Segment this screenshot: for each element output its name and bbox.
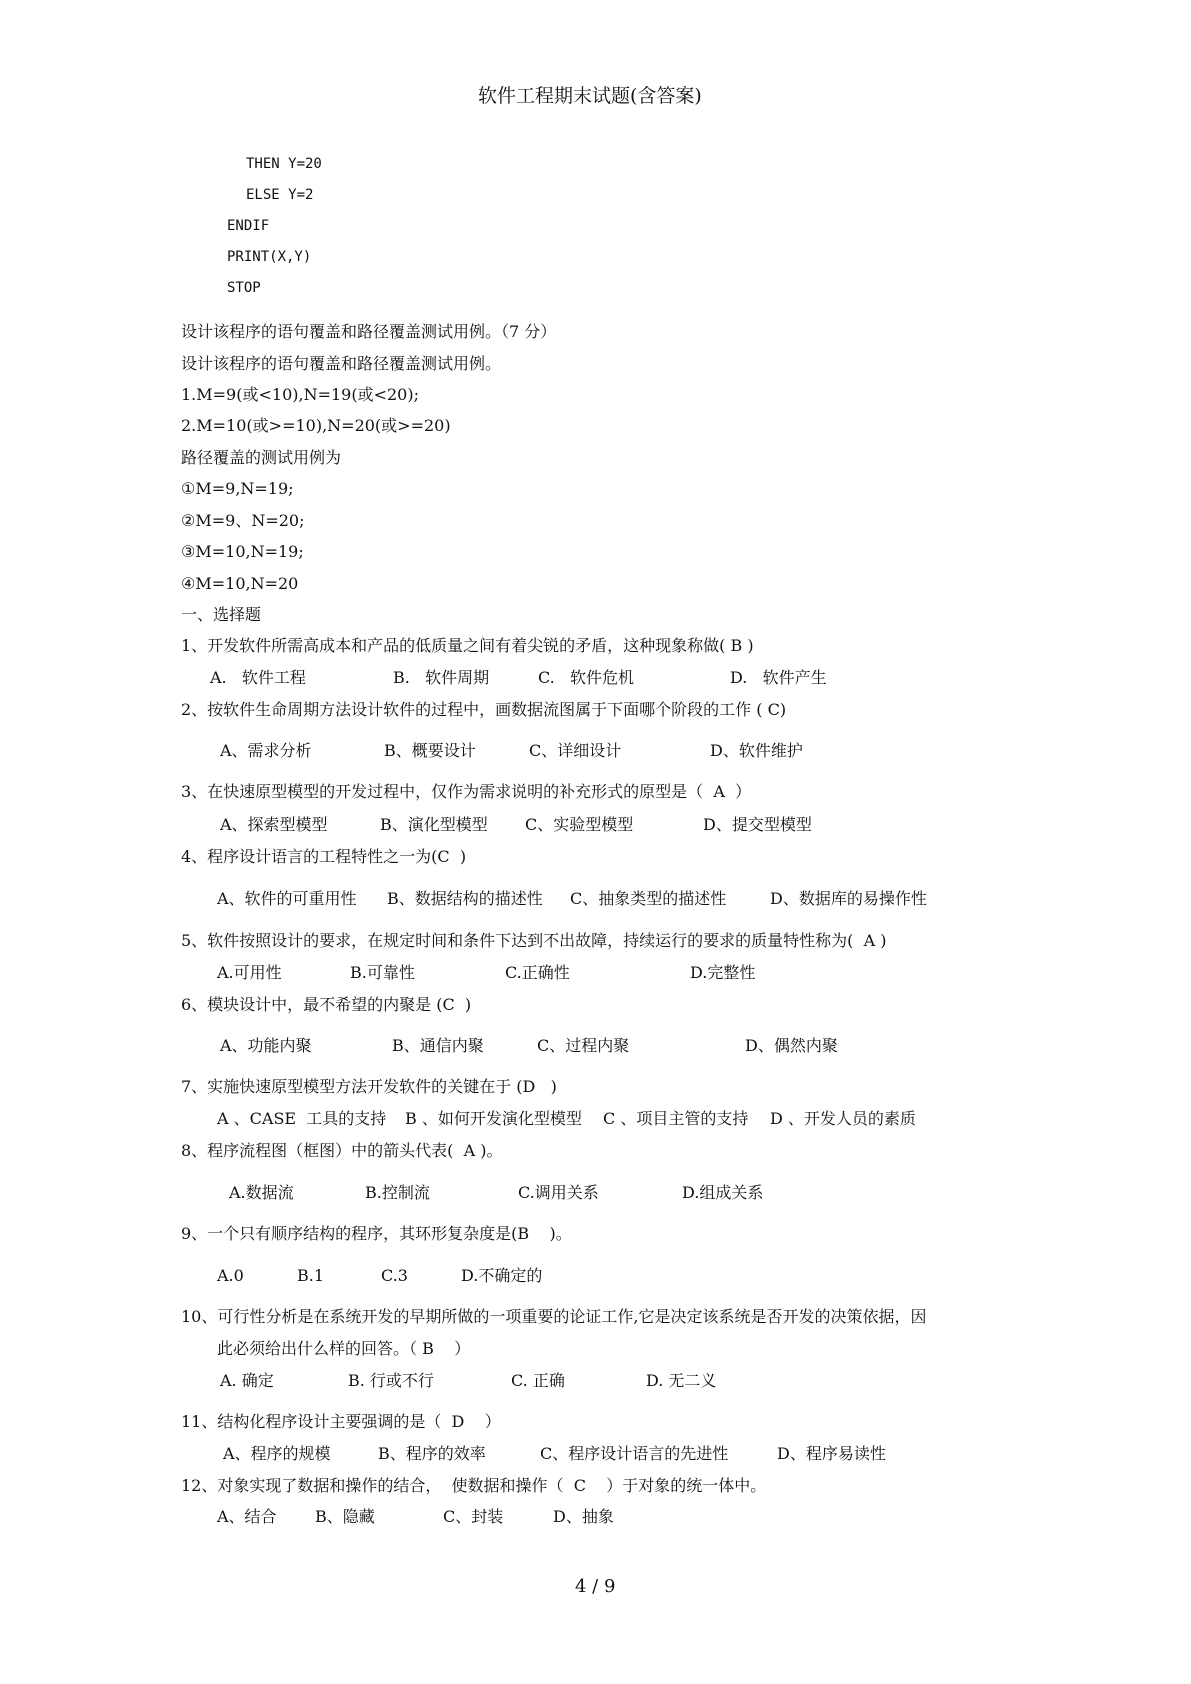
- code-line: ELSE Y=2: [246, 187, 314, 203]
- option: B. 软件周期: [393, 668, 490, 687]
- test-case: 1.M=9(或<10),N=19(或<20);: [181, 385, 419, 404]
- option: A.可用性: [217, 963, 282, 982]
- question-text: 9、一个只有顺序结构的程序，其环形复杂度是(B )。: [181, 1224, 572, 1243]
- option: D.不确定的: [461, 1266, 543, 1285]
- option: B、数据结构的描述性: [387, 889, 543, 908]
- code-line: ENDIF: [227, 218, 270, 234]
- option: C、封装: [443, 1507, 504, 1526]
- question-text: 设计该程序的语句覆盖和路径覆盖测试用例。（7 分）: [181, 322, 557, 341]
- code-line: THEN Y=20: [246, 156, 322, 172]
- option: C、过程内聚: [537, 1036, 630, 1055]
- option: A. 确定: [220, 1371, 274, 1390]
- option: D. 软件产生: [730, 668, 827, 687]
- option: C.正确性: [505, 963, 570, 982]
- option: B、程序的效率: [378, 1444, 486, 1463]
- option: B、通信内聚: [392, 1036, 484, 1055]
- question-text: 6、模块设计中，最不希望的内聚是 (C ): [181, 995, 472, 1014]
- option: B、演化型模型: [380, 815, 488, 834]
- option: A、结合: [217, 1507, 277, 1526]
- option: C 、项目主管的支持: [603, 1109, 749, 1128]
- option: C.3: [381, 1266, 408, 1285]
- page-number: 4 / 9: [575, 1576, 616, 1597]
- option: D、程序易读性: [777, 1444, 886, 1463]
- option: A、需求分析: [220, 741, 312, 760]
- option: A、软件的可重用性: [217, 889, 357, 908]
- option: C. 正确: [511, 1371, 565, 1390]
- question-text: 7、实施快速原型模型方法开发软件的关键在于 (D ): [181, 1077, 557, 1096]
- option: C、详细设计: [529, 741, 622, 760]
- option: A 、CASE 工具的支持: [217, 1109, 387, 1128]
- option: D. 无二义: [646, 1371, 717, 1390]
- option: A、探索型模型: [220, 815, 328, 834]
- answer-text: 路径覆盖的测试用例为: [181, 448, 342, 467]
- question-text: 5、软件按照设计的要求，在规定时间和条件下达到不出故障，持续运行的要求的质量特性称为( A ): [181, 931, 887, 950]
- test-case: 2.M=10(或>=10),N=20(或>=20): [181, 416, 451, 435]
- option: D、软件维护: [710, 741, 803, 760]
- option: D、提交型模型: [703, 815, 812, 834]
- option: B. 行或不行: [348, 1371, 434, 1390]
- option: D、偶然内聚: [745, 1036, 838, 1055]
- page-title: 软件工程期末试题(含答案): [478, 85, 702, 107]
- question-text: 10、可行性分析是在系统开发的早期所做的一项重要的论证工作,它是决定该系统是否开发的决策依据，因: [181, 1307, 927, 1326]
- option: D、抽象: [553, 1507, 614, 1526]
- option: B.可靠性: [350, 963, 415, 982]
- option: D.组成关系: [682, 1183, 764, 1202]
- option: B.控制流: [365, 1183, 430, 1202]
- path-case: ④M=10,N=20: [181, 574, 299, 593]
- question-text: 11、结构化程序设计主要强调的是（ D ）: [181, 1412, 501, 1431]
- option: B.1: [297, 1266, 325, 1285]
- option: A.0: [217, 1266, 244, 1285]
- option: A. 软件工程: [210, 668, 306, 687]
- path-case: ③M=10,N=19;: [181, 542, 304, 561]
- question-text: 3、在快速原型模型的开发过程中，仅作为需求说明的补充形式的原型是（ A ）: [181, 782, 752, 801]
- question-text: 4、程序设计语言的工程特性之一为(C ): [181, 847, 467, 866]
- code-line: PRINT(X,Y): [227, 249, 312, 265]
- option: C. 软件危机: [538, 668, 635, 687]
- option: D、数据库的易操作性: [770, 889, 927, 908]
- question-text: 12、对象实现了数据和操作的结合， 使数据和操作（ C ）于对象的统一体中。: [181, 1476, 767, 1495]
- option: C、实验型模型: [525, 815, 634, 834]
- option: D.完整性: [690, 963, 756, 982]
- question-text: 1、开发软件所需高成本和产品的低质量之间有着尖锐的矛盾，这种现象称做( B ): [181, 636, 754, 655]
- option: A、功能内聚: [220, 1036, 312, 1055]
- option: C.调用关系: [518, 1183, 599, 1202]
- option: A.数据流: [229, 1183, 294, 1202]
- question-text: 8、程序流程图（框图）中的箭头代表( A )。: [181, 1141, 503, 1160]
- option: C、程序设计语言的先进性: [540, 1444, 729, 1463]
- option: B、概要设计: [384, 741, 476, 760]
- option: B 、如何开发演化型模型: [405, 1109, 582, 1128]
- code-line: STOP: [227, 280, 261, 296]
- path-case: ②M=9、N=20;: [181, 511, 305, 530]
- answer-text: 设计该程序的语句覆盖和路径覆盖测试用例。: [181, 354, 502, 373]
- option: B、隐藏: [315, 1507, 375, 1526]
- question-text: 此必须给出什么样的回答。（ B ）: [217, 1339, 471, 1358]
- question-text: 2、按软件生命周期方法设计软件的过程中，画数据流图属于下面哪个阶段的工作 ( C): [181, 700, 787, 719]
- path-case: ①M=9,N=19;: [181, 479, 294, 498]
- section-heading: 一、选择题: [181, 605, 262, 624]
- option: C、抽象类型的描述性: [570, 889, 727, 908]
- option: A、程序的规模: [223, 1444, 331, 1463]
- option: D 、开发人员的素质: [770, 1109, 916, 1128]
